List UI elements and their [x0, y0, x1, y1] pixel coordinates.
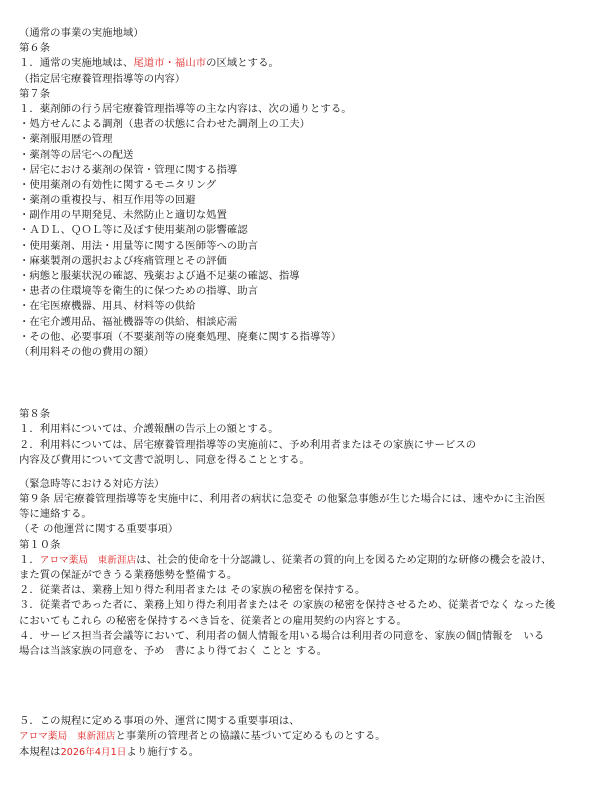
article-7-bullet: ・病態と服薬状況の確認、残薬および過不足薬の確認、指導 — [19, 270, 300, 282]
article-7-bullet: ・患者の住環境等を衛生的に保つための指導、助言 — [19, 285, 259, 298]
article-7-bullet: ・使用薬剤、用法・用量等に関する医師等への助言 — [19, 239, 259, 252]
enactment-date: 2026年4月1日 — [60, 746, 127, 758]
article-7-bullet: ・その他、必要事項（不要薬剤等の廃棄処理、廃棄に関する指導等） — [19, 330, 342, 343]
article-9-text: 第９条 居宅療養管理指導等を実施中に、利用者の病状に急変そ の他緊急事態が生じた場合には、速やかに主治医 — [19, 493, 546, 506]
article-9-text-continued: 等に連絡する。 — [19, 508, 92, 521]
article-6-item-1-suffix: の区域とする。 — [206, 57, 279, 70]
article-7-bullet: ・処方せんによる調剤（患者の状態に合わせた調剤上の工夫） — [19, 118, 311, 131]
article-10-item-2: ２．従業者は、業務上知り得た利用者または その家族の秘密を保持する。 — [19, 584, 366, 597]
article-10-item-5-text: と事業所の管理者との協議に基づいて定めるものとする。 — [115, 730, 386, 743]
article-10-item-1-text: は、社会的使命を十分認識し、従業者の質的向上を図るため定期的な研修の機会を設け、 — [136, 553, 552, 566]
service-area-cities: 尾道市・福山市 — [133, 57, 207, 70]
pharmacy-name: アロマ薬局 東新涯店 — [19, 731, 116, 743]
article-10-item-4: ４．サービス担当者会議等において、利用者の個人情報を用いる場合は利用者の同意を、家族の個▯情報を いる — [19, 629, 545, 642]
enactment-suffix: より施行する。 — [126, 745, 200, 758]
section-heading-other: （そ の他運営に関する重要事項） — [19, 523, 179, 536]
blank-space — [19, 360, 586, 407]
article-7-bullet: ・居宅における薬剤の保管・管理に関する指導 — [19, 163, 238, 176]
article-7-bullet: ・麻薬製剤の選択および疼痛管理とその評価 — [19, 254, 227, 267]
article-7-bullet: ・在宅介護用品、福祉機器等の供給、相談応需 — [19, 315, 238, 328]
section-heading-emergency: （緊急時等における対応方法） — [19, 477, 165, 490]
article-6-item-1-text: １．通常の実施地域は、 — [19, 57, 134, 70]
article-7-label: 第７条 — [19, 87, 51, 100]
section-heading-content: （指定居宅療養管理指導等の内容） — [19, 72, 186, 85]
article-10-item-1-number: １． — [19, 553, 40, 566]
article-7-bullet: ・薬剤等の居宅への配送 — [19, 148, 134, 161]
article-10-item-1-continued: また質の保証ができうる業務態勢を整備する。 — [19, 569, 238, 581]
section-heading-service-area: （通常の事業の実施地域） — [19, 27, 144, 39]
article-10-item-5: ５．この規程に定める事項の外、運営に関する重要事項は、 — [19, 715, 300, 728]
article-7-bullet: ・薬剤服用歴の管理 — [19, 133, 113, 146]
enactment-line — [19, 745, 586, 760]
article-10-item-5-continued — [19, 729, 586, 744]
article-8-item-2-continued: 内容及び費用について文書で説明し、同意を得ることとする。 — [19, 453, 310, 466]
article-10-item-4-continued: 場合は当該家族の同意を、予め 書により得ておく ことと する。 — [19, 644, 328, 657]
article-7-bullet: ・ＡＤＬ、ＱＯＬ等に及ぼす使用薬剤の影響確認 — [19, 224, 248, 237]
article-8-item-2: ２．利用料については、居宅療養管理指導等の実施前に、予め利用者またはその家族にサービスの — [19, 438, 477, 451]
article-7-item-1: １．薬剤師の行う居宅療養管理指導等の主な内容は、次の通りとする。 — [19, 102, 352, 115]
article-7-bullet: ・使用薬剤の有効性に関するモニタリング — [19, 178, 217, 191]
enactment-prefix: 本規程は — [19, 745, 61, 758]
article-10-item-3: ３．従業者であった者に、業務上知り得た利用者またはそ の家族の秘密を保持させるため、従業者でなく なった後 — [19, 599, 556, 612]
article-10-item-3-continued: においてもこれら の秘密を保持するべき旨を、従業者との雇用契約の内容とする。 — [19, 614, 407, 627]
article-6-item-1 — [19, 56, 586, 71]
blank-space — [19, 659, 586, 714]
pharmacy-name: アロマ薬局 東新涯店 — [39, 554, 137, 566]
article-8-label: 第８条 — [19, 408, 51, 421]
article-10-label: 第１０条 — [19, 538, 61, 551]
blank-space — [19, 468, 586, 477]
article-7-bullet: ・薬剤の重複投与、相互作用等の回避 — [19, 194, 196, 207]
article-7-bullet: ・在宅医療機器、用具、材料等の供給 — [19, 300, 196, 313]
article-8-item-1: １．利用料については、介護報酬の告示上の額とする。 — [19, 423, 279, 436]
section-heading-fees: （利用料その他の費用の額） — [19, 345, 155, 358]
article-6-label: 第６条 — [19, 42, 51, 55]
article-7-bullet: ・副作用の早期発見、未然防止と適切な処置 — [19, 209, 227, 222]
article-10-item-1 — [19, 553, 586, 568]
